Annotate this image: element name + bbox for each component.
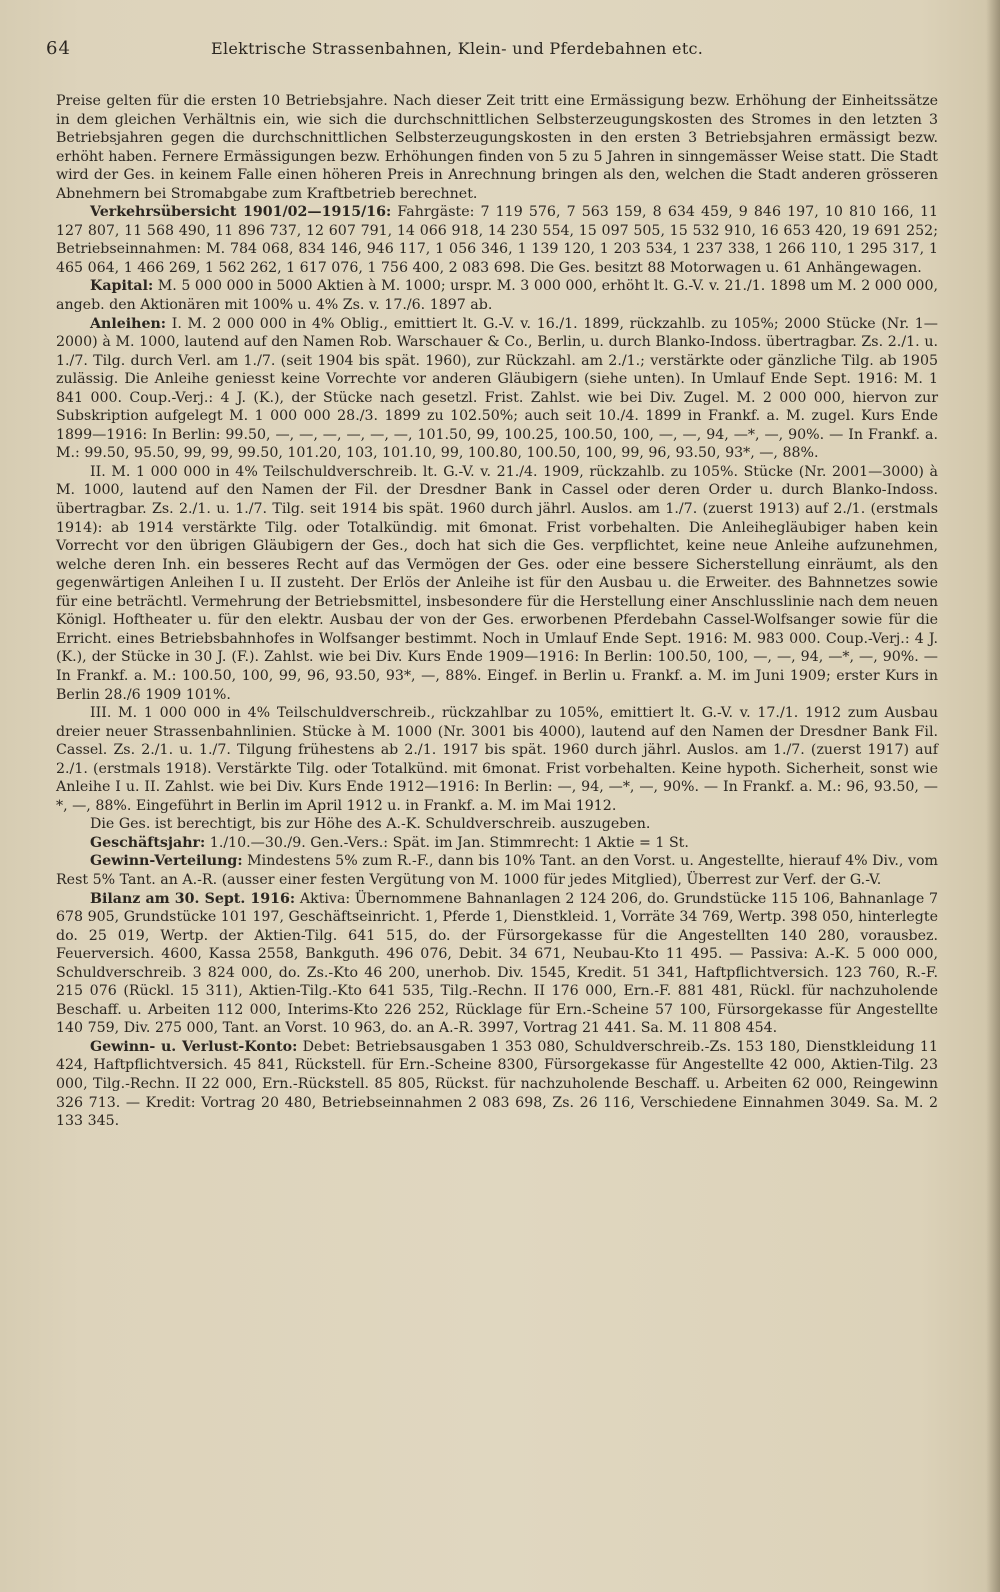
paragraph-bilanz — [56, 890, 938, 1038]
section-heading: Gewinn- u. Verlust-Konto: — [90, 1038, 298, 1055]
paragraph-text: Debet: Betriebsausgaben 1 353 080, Schuldverschreib.-Zs. 153 180, Dienstkleidung 11 424, Haftpflichtversich. 45 841, Rückstell. für Ern.-Scheine 8300, Fürsorgekasse für Angestellte 42 000, Aktien-Tilg. 23 000, Tilg.-Rechn. II 22 000, Ern.-Rückstell. 85 805, Rückst. für nachzuholende Beschaff. u. Arbeiten 62 000, Reingewinn 326 713. — Kredit: Vortrag 20 480, Betriebseinnahmen 2 083 698, Zs. 26 116, Verschiedene Einnahmen 3049. Sa. M. 2 133 345. — [56, 1038, 938, 1130]
section-heading: Gewinn-Verteilung: — [90, 853, 243, 870]
body-text — [56, 92, 938, 1131]
paragraph-kapital — [56, 277, 938, 314]
paragraph-preise — [56, 92, 938, 203]
page-header — [46, 38, 940, 64]
section-heading: Anleihen: — [90, 315, 167, 332]
page-number: 64 — [46, 38, 71, 59]
paragraph-geschaeftsjahr — [56, 834, 938, 853]
paragraph-gewinn-verlust — [56, 1038, 938, 1131]
page-edge-shadow — [986, 0, 1000, 1592]
paragraph-text: II. M. 1 000 000 in 4% Teilschuldverschreib. lt. G.-V. v. 21./4. 1909, rückzahlb. zu 105%. Stücke (Nr. 2001—3000) à M. 1000, lautend auf den Namen der Fil. der Dresdner Bank in Cassel oder deren Order u. durch Blanko-Indoss. übertragbar. Zs. 2./1. u. 1./7. Tilg. seit 1914 bis spät. 1960 durch jährl. Auslos. am 1./7. (zuerst 1913) auf 2./1. (erstmals 1914): ab 1914 verstärkte Tilg. oder Totalkündig. mit 6monat. Frist vorbehalten. Die Anleihegläubiger haben kein Vorrecht vor den übrigen Gläubigern der Ges., doch hat sich die Ges. verpflichtet, keine neue Anleihe aufzunehmen, welche deren Inh. ein besseres Recht auf das Vermögen der Ges. oder eine bessere Sicherstellung einräumt, als den gegenwärtigen Anleihen I u. II zusteht. Der Erlös der Anleihe ist für den Ausbau u. die Erweiter. des Bahnnetzes sowie für eine beträchtl. Vermehrung der Betriebsmittel, insbesondere für die Herstellung einer Anschlusslinie nach dem neuen Königl. Hoftheater u. für den elektr. Ausbau der von der Ges. erworbenen Pferdebahn Cassel-Wolfsanger sowie für die Erricht. eines Betriebsbahnhofes in Wolfsanger bestimmt. Noch in Umlauf Ende Sept. 1916: M. 983 000. Coup.-Verj.: 4 J. (K.), der Stücke in 30 J. (F.). Zahlst. wie bei Div. Kurs Ende 1909—1916: In Berlin: 100.50, 100, —, —, 94, —*, —, 90%. — In Frankf. a. M.: 100.50, 100, 99, 96, 93.50, 93*, —, 88%. Eingef. in Berlin u. Frankf. a. M. im Juni 1909; erster Kurs in Berlin 28./6 1909 101%. — [56, 463, 938, 703]
paragraph-text: I. M. 2 000 000 in 4% Oblig., emittiert lt. G.-V. v. 16./1. 1899, rückzahlb. zu 105%; 2000 Stücke (Nr. 1—2000) à M. 1000, lautend auf den Namen Rob. Warschauer & Co., Berlin, u. durch Blanko-Indoss. übertragbar. Zs. 2./1. u. 1./7. Tilg. durch Verl. am 1./7. (seit 1904 bis spät. 1960), zur Rückzahl. am 2./1.; verstärkte oder gänzliche Tilg. ab 1905 zulässig. Die Anleihe geniesst keine Vorrechte vor anderen Gläubigern (siehe unten). In Umlauf Ende Sept. 1916: M. 1 841 000. Coup.-Verj.: 4 J. (K.), der Stücke nach gesetzl. Frist. Zahlst. wie bei Div. Zugel. M. 2 000 000, hiervon zur Subskription aufgelegt M. 1 000 000 28./3. 1899 zu 102.50%; auch seit 10./4. 1899 in Frankf. a. M. zugel. Kurs Ende 1899—1916: In Berlin: 99.50, —, —, —, —, —, —, 101.50, 99, 100.25, 100.50, 100, —, —, 94, —*, —, 90%. — In Frankf. a. M.: 99.50, 95.50, 99, 99, 99.50, 101.20, 103, 101.10, 99, 100.80, 100.50, 100, 99, 96, 93.50, 93*, —, 88%. — [56, 315, 938, 462]
section-heading: Verkehrsübersicht 1901/02—1915/16: — [90, 204, 392, 221]
section-heading: Geschäftsjahr: — [90, 834, 206, 851]
paragraph-text: Die Ges. ist berechtigt, bis zur Höhe des A.-K. Schuldverschreib. auszugeben. — [90, 816, 651, 833]
section-heading: Kapital: — [90, 278, 154, 295]
paragraph-text: III. M. 1 000 000 in 4% Teilschuldverschreib., rückzahlbar zu 105%, emittiert lt. G.-V. v. 17./1. 1912 zum Ausbau dreier neuer Strassenbahnlinien. Stücke à M. 1000 (Nr. 3001 bis 4000), lautend auf den Namen der Dresdner Bank Fil. Cassel. Zs. 2./1. u. 1./7. Tilgung frühestens ab 2./1. 1917 bis spät. 1960 durch jährl. Auslos. am 1./7. (zuerst 1917) auf 2./1. (erstmals 1918). Verstärkte Tilg. oder Totalkünd. mit 6monat. Frist vorbehalten. Keine hypoth. Sicherheit, sonst wie Anleihe I u. II. Zahlst. wie bei Div. Kurs Ende 1912—1916: In Berlin: —, 94, —*, —, 90%. — In Frankf. a. M.: 96, 93.50, —*, —, 88%. Eingeführt in Berlin im April 1912 u. in Frankf. a. M. im Mai 1912. — [56, 705, 938, 814]
paragraph-text: Aktiva: Übernommene Bahnanlagen 2 124 206, do. Grundstücke 115 106, Bahnanlage 7 678 905, Grundstücke 101 197, Geschäftseinricht. 1, Pferde 1, Dienstkleid. 1, Vorräte 34 769, Wertp. 398 050, hinterlegte do. 25 019, Wertp. der Aktien-Tilg. 641 515, do. der Fürsorgekasse für die Angestellten 140 280, vorausbez. Feuerversich. 4600, Kassa 2558, Bankguth. 496 076, Debit. 34 671, Neubau-Kto 11 495. — Passiva: A.-K. 5 000 000, Schuldverschreib. 3 824 000, do. Zs.-Kto 46 200, unerhob. Div. 1545, Kredit. 51 341, Haftpflichtversich. 123 760, R.-F. 215 076 (Rückl. 15 311), Aktien-Tilg.-Kto 641 535, Tilg.-Rechn. II 176 000, Ern.-F. 881 481, Rückl. für nachzuholende Beschaff. u. Arbeiten 112 000, Interims-Kto 226 252, Rücklage für Ern.-Scheine 57 100, Fürsorgekasse für Angestellte 140 759, Div. 275 000, Tant. an Vorst. 10 963, do. an A.-R. 3997, Vortrag 21 441. Sa. M. 11 808 454. — [56, 890, 939, 1037]
paragraph-text: Fahrgäste: 7 119 576, 7 563 159, 8 634 459, 9 846 197, 10 810 166, 11 127 807, 11 568 490, 11 896 737, 12 607 791, 14 066 918, 14 230 554, 15 097 505, 15 532 910, 16 653 420, 19 691 252; Betriebseinnahmen: M. 784 068, 834 146, 946 117, 1 056 346, 1 139 120, 1 203 534, 1 237 338, 1 266 110, 1 295 317, 1 465 064, 1 466 269, 1 562 262, 1 617 076, 1 756 400, 2 083 698. Die Ges. besitzt 88 Motorwagen u. 61 Anhängewagen. — [56, 204, 938, 276]
paragraph-anleihe-ii — [56, 463, 938, 704]
paragraph-berechtigung — [56, 815, 938, 834]
paragraph-text: Mindestens 5% zum R.-F., dann bis 10% Tant. an den Vorst. u. Angestellte, hierauf 4% Div., vom Rest 5% Tant. an A.-R. (ausser einer festen Vergütung von M. 1000 für jedes Mitglied), Überrest zur Verf. der G.-V. — [56, 853, 938, 888]
paragraph-text: Preise gelten für die ersten 10 Betriebsjahre. Nach dieser Zeit tritt eine Ermässigung bezw. Erhöhung der Einheitssätze in dem gleichen Verhältnis ein, wie sich die durchschnittlichen Selbsterzeugungskosten des Stromes in den letzten 3 Betriebsjahren gegen die durchschnittlichen Selbsterzeugungskosten in den ersten 3 Betriebsjahren ermässigt bezw. erhöht haben. Fernere Ermässigungen bezw. Erhöhungen finden von 5 zu 5 Jahren in sinngemässer Weise statt. Die Stadt wird der Ges. in keinem Falle einen höheren Preis in Anrechnung bringen als den, welchen die Stadt anderen grösseren Abnehmern bei Stromabgabe zum Kraftbetrieb berechnet. — [56, 93, 938, 202]
paragraph-anleihen — [56, 315, 938, 463]
paragraph-text: 1./10.—30./9. Gen.-Vers.: Spät. im Jan. Stimmrecht: 1 Aktie = 1 St. — [205, 834, 689, 851]
paragraph-verkehrsuebersicht — [56, 203, 938, 277]
running-title: Elektrische Strassenbahnen, Klein- und Pferdebahnen etc. — [211, 39, 704, 58]
paragraph-anleihe-iii — [56, 704, 938, 815]
section-heading: Bilanz am 30. Sept. 1916: — [90, 890, 296, 907]
paragraph-gewinn-verteilung — [56, 852, 938, 889]
paragraph-text: M. 5 000 000 in 5000 Aktien à M. 1000; urspr. M. 3 000 000, erhöht lt. G.-V. v. 21./1. 1898 um M. 2 000 000, angeb. den Aktionären mit 100% u. 4% Zs. v. 17./6. 1897 ab. — [56, 278, 938, 314]
